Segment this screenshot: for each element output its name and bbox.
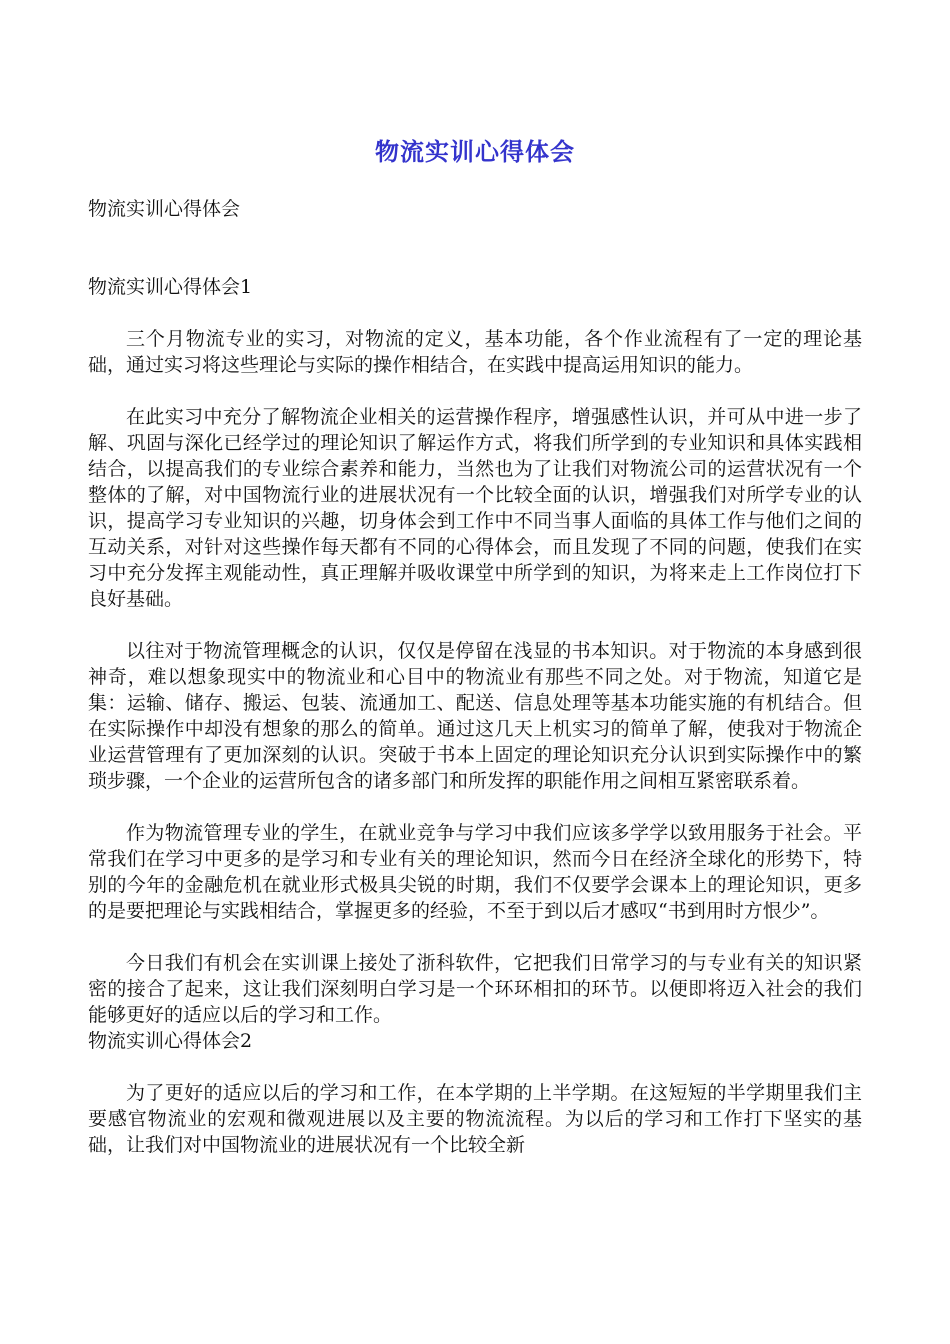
paragraph: 作为物流管理专业的学生，在就业竞争与学习中我们应该多学学以致用服务于社会。平常我们在学习中更多的是学习和专业有关的理论知识，然而今日在经济全球化的形势下，特别的今年的金融危机在就业形式极具尖锐的时期，我们不仅要学会课本上的理论知识，更多的是要把理论与实践相结合，掌握更多的经验，不至于到以后才感叹“书到用时方恨少”。 (88, 822, 862, 922)
document-body (88, 196, 862, 1158)
paragraph: 三个月物流专业的实习，对物流的定义，基本功能，各个作业流程有了一定的理论基础，通过实习将这些理论与实际的操作相结合，在实践中提高运用知识的能力。 (88, 328, 862, 376)
paragraph: 今日我们有机会在实训课上接处了浙科软件，它把我们日常学习的与专业有关的知识紧密的接合了起来，这让我们深刻明白学习是一个环环相扣的环节。以便即将迈入社会的我们能够更好的适应以后的学习和工作。 (88, 952, 862, 1026)
paragraph: 以往对于物流管理概念的认识，仅仅是停留在浅显的书本知识。对于物流的本身感到很神奇，难以想象现实中的物流业和心目中的物流业有那些不同之处。对于物流，知道它是集：运输、储存、搬运、包装、流通加工、配送、信息处理等基本功能实施的有机结合。但在实际操作中却没有想象的那么的简单。通过这几天上机实习的简单了解，使我对于物流企业运营管理有了更加深刻的认识。突破于书本上固定的理论知识充分认识到实际操作中的繁琐步骤，一个企业的运营所包含的诸多部门和所发挥的职能作用之间相互紧密联系着。 (88, 640, 862, 792)
section-1-heading: 物流实训心得体会1 (88, 276, 253, 298)
section-2-heading: 物流实训心得体会2 (88, 1030, 253, 1052)
document-title: 物流实训心得体会 (375, 138, 575, 166)
paragraph: 在此实习中充分了解物流企业相关的运营操作程序，增强感性认识，并可从中进一步了解、巩固与深化已经学过的理论知识了解运作方式，将我们所学到的专业知识和具体实践相结合，以提高我们的专业综合素养和能力，当然也为了让我们对物流公司的运营状况有一个整体的了解，对中国物流行业的进展状况有一个比较全面的认识，增强我们对所学专业的认识，提高学习专业知识的兴趣，切身体会到工作中不同当事人面临的具体工作与他们之间的互动关系，对针对这些操作每天都有不同的心得体会，而且发现了不同的问题，使我们在实习中充分发挥主观能动性，真正理解并吸收课堂中所学到的知识，为将来走上工作岗位打下良好基础。 (88, 406, 862, 610)
paragraph: 为了更好的适应以后的学习和工作，在本学期的上半学期。在这短短的半学期里我们主要感官物流业的宏观和微观进展以及主要的物流流程。为以后的学习和工作打下坚实的基础，让我们对中国物流业的进展状况有一个比较全新 (88, 1082, 862, 1156)
document-subtitle: 物流实训心得体会 (88, 198, 241, 220)
